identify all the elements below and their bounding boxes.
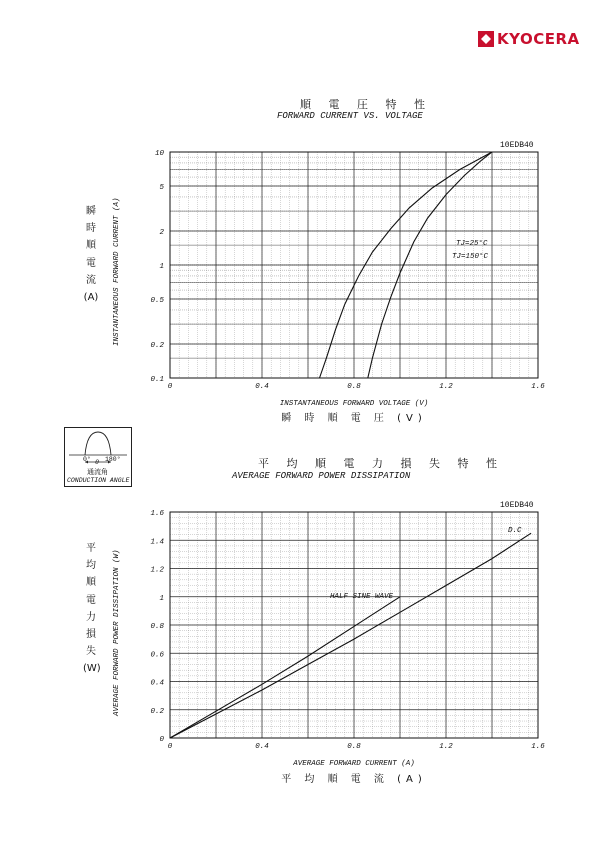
ylabel-jp-char: 瞬 (86, 206, 96, 217)
chart1-title-jp: 順 電 圧 特 性 (300, 98, 432, 111)
y-tick-label: 0.1 (150, 376, 164, 384)
series-label-tj150: TJ=150°C (452, 253, 489, 261)
chart2-title: AVERAGE FORWARD POWER DISSIPATION (232, 471, 411, 481)
ylabel-jp-char: 均 (86, 560, 96, 572)
y-tick-label: 1.6 (150, 510, 164, 518)
conduction-angle-start: 0° (83, 456, 91, 463)
series-label-dc: D.C (508, 527, 522, 535)
chart1-xlabel-jp: 瞬 時 順 電 圧 (V) (281, 413, 427, 424)
series-label-half-sine: HALF SINE WAVE (330, 593, 394, 601)
ylabel-jp-char: 電 (86, 257, 96, 269)
conduction-angle-theta: θ (95, 459, 99, 466)
ylabel-jp-char: 力 (86, 611, 96, 623)
x-tick-label: 1.2 (439, 383, 453, 391)
y-tick-label: 2 (159, 228, 164, 237)
y-tick-label: 0.4 (150, 679, 164, 688)
ylabel-jp-char: 平 (86, 543, 96, 554)
x-tick-label: 0 (167, 743, 173, 751)
series-line-1 (170, 533, 531, 738)
ylabel-jp-char: 時 (86, 223, 96, 235)
chart2-xlabel-jp: 平 均 順 電 流 (A) (281, 774, 427, 785)
y-tick-label: 1 (159, 594, 164, 603)
y-tick-label: 0.2 (150, 341, 164, 350)
ylabel-jp-char: 順 (86, 577, 96, 589)
x-tick-label: 0.8 (347, 743, 361, 751)
chart2-xlabel: AVERAGE FORWARD CURRENT (A) (293, 760, 415, 768)
ylabel-jp-char: 損 (86, 629, 96, 641)
x-tick-label: 0.4 (255, 743, 269, 751)
chart2-ylabel: AVERAGE FORWARD POWER DISSIPATION (W) (113, 549, 121, 716)
conduction-angle-end: 180° (105, 456, 121, 463)
chart2-title-jp: 平 均 順 電 力 損 失 特 性 (258, 457, 504, 470)
brand-name: KYOCERA (497, 30, 580, 48)
ylabel-jp-char: 順 (86, 240, 96, 252)
y-tick-label: 1.2 (150, 566, 164, 575)
chart1-title: FORWARD CURRENT VS. VOLTAGE (277, 111, 423, 121)
y-tick-label: 1.4 (150, 538, 164, 547)
ylabel-jp-char: 流 (86, 274, 96, 286)
ylabel-jp-char: (A) (83, 292, 99, 304)
series-label-tj25: TJ=25°C (456, 240, 488, 248)
x-tick-label: 1.6 (531, 383, 545, 391)
y-tick-label: 0.5 (150, 297, 164, 306)
series-line-2 (170, 597, 400, 738)
ylabel-jp-char: 電 (86, 594, 96, 606)
x-tick-label: 1.6 (531, 743, 545, 751)
chart2-model: 10EDB40 (500, 501, 534, 510)
x-tick-label: 0.4 (255, 383, 269, 391)
conduction-angle-jp: 通流角 (87, 468, 108, 476)
x-tick-label: 0.8 (347, 383, 361, 391)
y-tick-label: 1 (159, 263, 164, 271)
chart1-ylabel: INSTANTANEOUS FORWARD CURRENT (A) (113, 197, 121, 346)
y-tick-label: 10 (154, 150, 164, 158)
y-tick-label: 0.2 (150, 707, 164, 716)
y-tick-label: 0 (159, 736, 164, 744)
y-tick-label: 0.8 (150, 623, 164, 631)
ylabel-jp-char: (W) (83, 663, 101, 675)
conduction-angle-en: CONDUCTION ANGLE (67, 477, 130, 484)
chart2-plot (150, 510, 545, 751)
y-tick-label: 5 (159, 184, 164, 193)
chart1-xlabel: INSTANTANEOUS FORWARD VOLTAGE (V) (279, 400, 429, 408)
x-tick-label: 1.2 (439, 743, 453, 751)
x-tick-label: 0 (167, 383, 173, 391)
ylabel-jp-char: 失 (86, 646, 96, 658)
chart1-model: 10EDB40 (500, 141, 534, 150)
chart1-plot (150, 150, 545, 391)
y-tick-label: 0.6 (150, 651, 164, 660)
